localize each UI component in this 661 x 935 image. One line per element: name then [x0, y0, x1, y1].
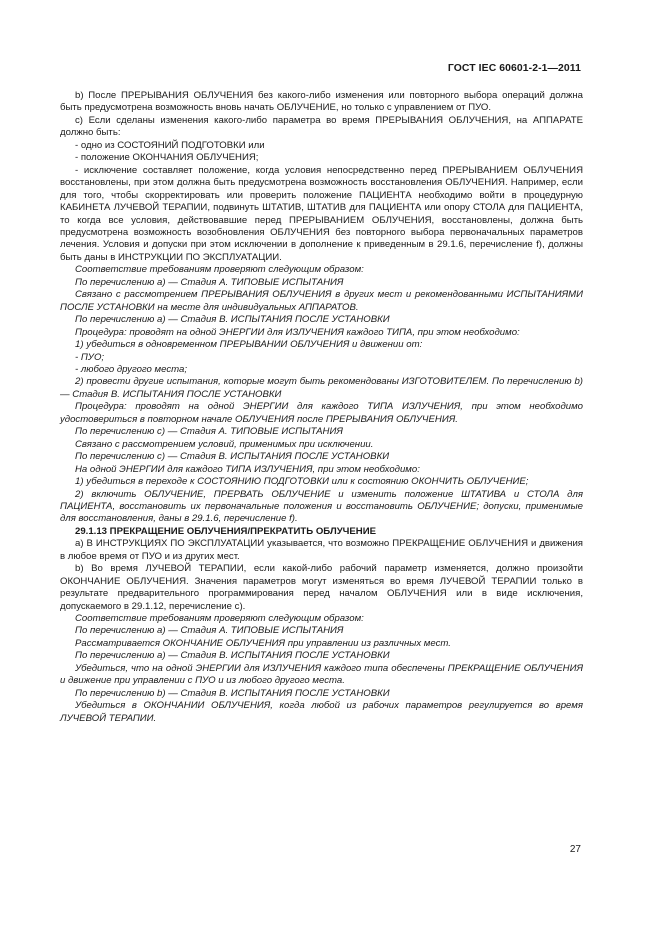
section-heading: 29.1.13 ПРЕКРАЩЕНИЕ ОБЛУЧЕНИЯ/ПРЕКРАТИТЬ ОБЛУЧЕНИЕ: [75, 525, 377, 537]
paragraph: Убедиться, что на одной ЭНЕРГИИ для ИЗЛУЧЕНИЯ каждого типа обеспечены ПРЕКРАЩЕНИЕ ОБЛУЧЕНИЯ и движение при управлении с ПУО и из любого другого места.: [60, 662, 583, 687]
paragraph: По перечислению а) — Стадия А. ТИПОВЫЕ ИСПЫТАНИЯ: [75, 625, 344, 637]
paragraph: - положение ОКОНЧАНИЯ ОБЛУЧЕНИЯ;: [75, 152, 259, 164]
paragraph: Рассматривается ОКОНЧАНИЕ ОБЛУЧЕНИЯ при управлении из различных мест.: [75, 637, 451, 649]
paragraph: а) В ИНСТРУКЦИЯХ ПО ЭКСПЛУАТАЦИИ указывается, что возможно ПРЕКРАЩЕНИЕ ОБЛУЧЕНИЯ и движения в любое время от ПУО и из других мест.: [60, 538, 583, 562]
page-number: 27: [569, 844, 581, 855]
paragraph: По перечислению а) — Стадия В. ИСПЫТАНИЯ ПОСЛЕ УСТАНОВКИ: [75, 650, 390, 662]
paragraph: 1) убедиться в одновременном ПРЕРЫВАНИИ ОБЛУЧЕНИЯ и движении от:: [75, 339, 423, 351]
paragraph: На одной ЭНЕРГИИ для каждого ТИПА ИЗЛУЧЕНИЯ, при этом необходимо:: [75, 463, 420, 475]
paragraph: Процедура: проводят на одной ЭНЕРГИИ для ИЗЛУЧЕНИЯ каждого ТИПА, при этом необходимо:: [75, 326, 520, 338]
standard-header: ГОСТ IEC 60601-2-1—2011: [447, 63, 581, 74]
paragraph: По перечислению с) — Стадия В. ИСПЫТАНИЯ ПОСЛЕ УСТАНОВКИ: [75, 451, 390, 463]
paragraph: Процедура: проводят на одной ЭНЕРГИИ для каждого ТИПА ИЗЛУЧЕНИЯ, при этом необходимо удостовериться в повторном начале ОБЛУЧЕНИЯ после ПРЕРЫВАНИЯ ОБЛУЧЕНИЯ.: [60, 401, 583, 425]
paragraph: Убедиться в ОКОНЧАНИИ ОБЛУЧЕНИЯ, когда любой из рабочих параметров регулируется во время ЛУЧЕВОЙ ТЕРАПИИ.: [60, 700, 583, 724]
paragraph: b) Во время ЛУЧЕВОЙ ТЕРАПИИ, если какой-либо рабочий параметр изменяется, должно произойти ОКОНЧАНИЕ ОБЛУЧЕНИЯ. Значения параметров могут изменяться во время ЛУЧЕВОЙ ТЕРАПИИ только в результате предварительного программирования перед началом ОБЛУЧЕНИЯ или в виде исключения, допускаемого в 29.1.12, перечисление с).: [60, 563, 583, 612]
paragraph: c) Если сделаны изменения какого-либо параметра во время ПРЕРЫВАНИЯ ОБЛУЧЕНИЯ, на АППАРАТЕ должно быть:: [60, 114, 583, 139]
paragraph: По перечислению а) — Стадия В. ИСПЫТАНИЯ ПОСЛЕ УСТАНОВКИ: [75, 314, 390, 326]
paragraph: По перечислению b) — Стадия В. ИСПЫТАНИЯ ПОСЛЕ УСТАНОВКИ: [75, 687, 390, 699]
paragraph: Связано с рассмотрением условий, применимых при исключении.: [75, 438, 374, 450]
paragraph: - исключение составляет положение, когда условия непосредственно перед ПРЕРЫВАНИЕМ ОБЛУЧЕНИЯ восстановлены, при этом должна быть предусмотрена возможность восстановления ОБЛУЧЕНИЯ. Например, если для того, чтобы скорректировать или проверить положение ПАЦИЕНТА необходимо войти в процедурную КАБИНЕТА ЛУЧЕВОЙ ТЕРАПИИ, подвинуть ШТАТИВ, ШТАТИВ для ПАЦИЕНТА или опору СТОЛА для ПАЦИЕНТА, то когда все условия, действовавшие перед ПРЕРЫВАНИЕМ ОБЛУЧЕНИЯ, восстановлены, должна быть предусмотрена возможность возобновления ОБЛУЧЕНИЯ без повторного выбора первоначальных параметров лечения. Условия и допуски при этом исключении в дополнение к приведенным в 29.1.6, перечисление f), должны быть даны в ИНСТРУКЦИИ ПО ЭКСПЛУАТАЦИИ.: [60, 164, 583, 263]
paragraph: Связано с рассмотрением ПРЕРЫВАНИЯ ОБЛУЧЕНИЯ в других мест и рекомендованными ИСПЫТАНИЯМИ ПОСЛЕ УСТАНОВКИ на месте для индивидуальных АППАРАТОВ.: [60, 289, 583, 313]
paragraph: - ПУО;: [75, 351, 105, 363]
paragraph: Соответствие требованиям проверяют следующим образом:: [75, 264, 364, 276]
paragraph: - любого другого места;: [75, 363, 188, 375]
paragraph: 1) убедиться в переходе к СОСТОЯНИЮ ПОДГОТОВКИ или к состоянию ОКОНЧИТЬ ОБЛУЧЕНИЕ;: [75, 476, 529, 488]
paragraph: Соответствие требованиям проверяют следующим образом:: [75, 613, 364, 625]
paragraph: 2) провести другие испытания, которые могут быть рекомендованы ИЗГОТОВИТЕЛЕМ. По перечислению b) — Стадия В. ИСПЫТАНИЯ ПОСЛЕ УСТАНОВКИ: [60, 376, 583, 400]
document-body: [60, 90, 583, 725]
paragraph: По перечислению с) — Стадия А. ТИПОВЫЕ ИСПЫТАНИЯ: [75, 426, 343, 438]
paragraph: 2) включить ОБЛУЧЕНИЕ, ПРЕРВАТЬ ОБЛУЧЕНИЕ и изменить положение ШТАТИВА и СТОЛА для ПАЦИЕНТА, восстановить их первоначальные положения и восстановить ОБЛУЧЕНИЕ; допуски, применимые для восстановления, даны в 29.1.6, перечисление f).: [60, 488, 583, 525]
paragraph: - одно из СОСТОЯНИЙ ПОДГОТОВКИ или: [75, 139, 265, 151]
paragraph: По перечислению а) — Стадия А. ТИПОВЫЕ ИСПЫТАНИЯ: [75, 276, 344, 288]
paragraph: b) После ПРЕРЫВАНИЯ ОБЛУЧЕНИЯ без какого-либо изменения или повторного выбора операций должна быть предусмотрена возможность вновь начать ОБЛУЧЕНИЕ, но только с управлением от ПУО.: [60, 90, 583, 114]
